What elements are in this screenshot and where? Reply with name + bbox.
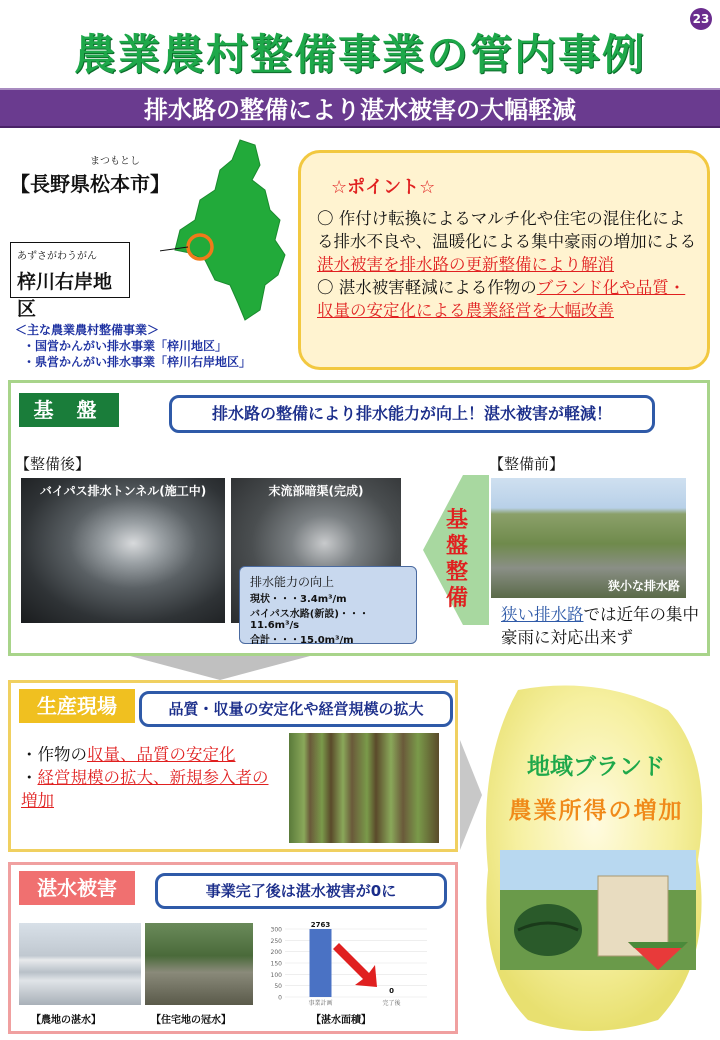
subtitle-bar: 排水路の整備により湛水被害の大幅軽減	[0, 88, 720, 128]
point-item1-emphasis: 湛水被害を排水路の更新整備により解消	[317, 255, 614, 274]
city-name: 【長野県松本市】	[10, 172, 170, 196]
seisan-bullet1-text: ・作物の	[21, 745, 87, 764]
residential-flood-photo	[145, 923, 253, 1005]
farmland-flood-photo	[19, 923, 141, 1005]
chart-category-label: 事業計画	[308, 1000, 333, 1007]
city-ruby: まつもとし	[90, 156, 140, 167]
capacity-bypass: バイパス水路(新設)・・・11.6m³/s	[250, 609, 369, 631]
chart-ytick-label: 200	[270, 949, 282, 957]
farm-work-photo	[289, 733, 439, 843]
chart-ytick-label: 50	[274, 983, 282, 991]
point-title: ☆ポイント☆	[331, 177, 436, 198]
narrow-ditch-caption: 狭小な排水路	[607, 579, 680, 593]
seisan-bullet1-emphasis: 収量、品質の安定化	[87, 745, 236, 764]
narrow-ditch-emphasis: 狭い排水路	[501, 605, 584, 624]
chart-category-label: 完了後	[382, 1000, 401, 1007]
chart-data-label: 2763	[310, 921, 331, 929]
chart-ytick-label: 0	[278, 994, 282, 1002]
project-item-national: ・国営かんがい排水事業「梓川地区」	[23, 339, 228, 353]
chart-ytick-label: 300	[270, 926, 282, 934]
kiban-callout: 排水路の整備により排水能力が向上！湛水被害が軽減！	[169, 395, 655, 433]
after-label: 【整備後】	[15, 455, 91, 473]
before-label: 【整備前】	[489, 455, 565, 473]
kiban-section	[8, 380, 710, 656]
flood-chart-caption: 【湛水面積】	[311, 1015, 371, 1026]
capacity-scroll	[239, 566, 417, 644]
chart-ytick-label: 250	[270, 937, 282, 945]
chart-ytick-label: 150	[270, 960, 282, 968]
narrow-ditch-text	[501, 603, 711, 649]
capacity-total: 合計・・・15.0m³/m	[250, 635, 354, 646]
point-item2-text: 〇 湛水被害軽減による作物の	[317, 278, 537, 297]
kansui-callout: 事業完了後は湛水被害が0に	[155, 873, 447, 909]
page-title: 農業農村整備事業の管内事例	[73, 30, 646, 79]
residential-flood-caption: 【住宅地の冠水】	[151, 1015, 231, 1026]
kansui-label: 湛水被害	[19, 871, 135, 905]
decrease-arrow-icon	[333, 943, 377, 987]
point-item2-emphasis: ブランド化や品質・収量の安定化による農業経営を大幅改善	[317, 278, 686, 320]
capacity-current: 現状・・・3.4m³/m	[250, 594, 347, 605]
seisan-label: 生産現場	[19, 689, 135, 723]
culvert-caption: 末流部暗渠(完成)	[268, 484, 364, 498]
seisan-text	[21, 743, 281, 812]
chart-bar	[310, 929, 332, 997]
project-item-prefectural: ・県営かんがい排水事業「梓川右岸地区」	[23, 355, 252, 369]
capacity-title: 排水能力の向上	[250, 575, 335, 589]
point-text	[317, 207, 697, 322]
narrow-ditch-photo	[491, 478, 686, 598]
nagano-map-icon	[160, 135, 300, 325]
point-item1-text: 〇 作付け転換によるマルチ化や住宅の混住化による排水不良や、温暖化による集中豪雨の増加による	[317, 209, 697, 251]
narrow-ditch-plain: では近年の集中豪雨に対応出来ず	[501, 605, 699, 647]
brand-line-regional: 地域ブランド	[527, 754, 665, 780]
area-ruby: あずさがわうがん	[17, 251, 97, 262]
page-number-badge: 23	[690, 8, 712, 30]
kiban-vertical-label: 基盤整備	[445, 508, 468, 611]
seisan-section	[8, 680, 458, 852]
brand-line-income: 農業所得の増加	[508, 798, 684, 824]
project-list-title: ＜主な農業農村整備事業＞	[15, 323, 160, 337]
kiban-label: 基 盤	[19, 393, 119, 427]
bypass-tunnel-caption: バイパス排水トンネル(施工中)	[39, 484, 207, 498]
bypass-tunnel-photo	[21, 478, 225, 623]
area-name: 梓川右岸地区	[17, 271, 113, 320]
chart-data-label: 0	[389, 987, 394, 995]
brand-blob	[478, 680, 714, 1036]
point-box	[298, 150, 710, 370]
seisan-bullet2-emphasis: 経営規模の拡大、新規参入者の増加	[21, 768, 269, 810]
project-list	[15, 322, 251, 370]
farmland-flood-caption: 【農地の湛水】	[31, 1015, 101, 1026]
flood-area-chart	[261, 921, 431, 1011]
seisan-callout: 品質・収量の安定化や経営規模の拡大	[139, 691, 453, 727]
kansui-section	[8, 862, 458, 1034]
chart-ytick-label: 100	[270, 971, 282, 979]
down-arrow-icon	[130, 656, 310, 680]
seisan-bullet2-text: ・	[21, 768, 38, 787]
area-label-box	[10, 242, 130, 320]
